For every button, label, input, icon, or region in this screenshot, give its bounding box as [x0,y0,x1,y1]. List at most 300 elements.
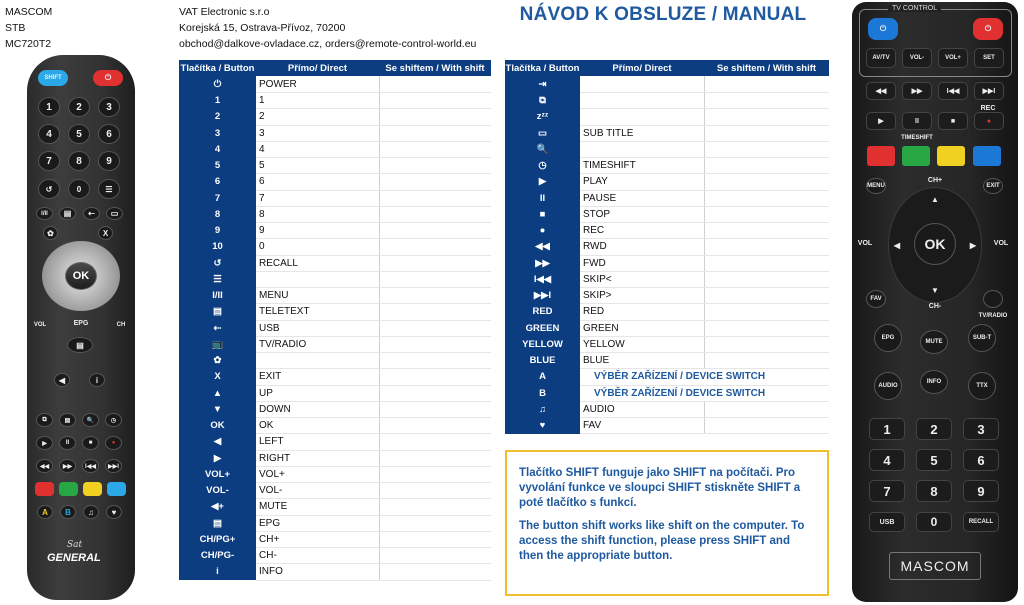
direct-function [580,93,704,109]
transport-button[interactable]: ▶▶I [105,459,122,473]
direct-function: TV/RADIO [256,336,379,352]
table-row [505,336,829,352]
digit-1-button[interactable]: 1 [869,418,905,440]
table-row [179,450,491,466]
direct-function: EXIT [256,369,379,385]
table-row [179,271,491,287]
table-row [179,515,491,531]
shift-function [379,223,491,239]
transport-button[interactable]: ⧉ [36,413,53,427]
ok-button[interactable]: OK [65,262,97,290]
shift-function [704,239,829,255]
device-switch-label: VÝBĚR ZAŘÍZENÍ / DEVICE SWITCH [580,385,829,401]
digit-6-button[interactable]: 6 [963,449,999,471]
tv-vol-button[interactable]: VOL+ [938,48,968,68]
recall-button[interactable]: RECALL [963,512,999,532]
button-symbol: 6 [179,174,256,190]
col-shift: Se shiftem / With shift [379,60,491,76]
tv-avtv-button[interactable]: AV/TV [866,48,896,68]
table-row [179,548,491,564]
shift-function [704,174,829,190]
shift-function [379,499,491,515]
tv-set-button[interactable]: SET [974,48,1004,68]
shift-function [379,109,491,125]
transport-button[interactable]: I◀◀ [938,82,968,100]
info-button[interactable]: INFO [920,370,948,394]
direct-function: POWER [256,76,379,92]
button-symbol: ● [505,223,580,239]
shift-function [704,401,829,417]
shift-function [704,158,829,174]
device-type-label: STB [5,22,26,34]
shift-function [704,271,829,287]
button-symbol: ▤ [179,304,256,320]
transport-button[interactable]: ● [105,436,122,450]
direct-function: CH+ [256,531,379,547]
b-button[interactable]: B [60,505,76,519]
digit-0-button[interactable]: 0 [916,512,952,532]
button-symbol: ♫ [505,401,580,417]
shift-function [704,418,829,434]
direct-function: TELETEXT [256,304,379,320]
digit-4-button[interactable]: 4 [869,449,905,471]
exit-button[interactable]: EXIT [983,178,1003,194]
button-symbol: ▶ [179,450,256,466]
digit-5-button[interactable]: 5 [68,124,90,144]
direct-function: UP [256,385,379,401]
button-symbol: YELLOW [505,336,580,352]
direct-function: 2 [256,109,379,125]
transport-button[interactable]: ■ [938,112,968,130]
tv-power-blue-button[interactable]: ⏻ [868,18,898,40]
note-czech: Tlačítko SHIFT funguje jako SHIFT na počítači. Pro vyvolání funkce ve sloupci SHIFT stiskněte SHIFT a poté tlačítko s funkcí. [519,467,801,509]
direct-function: EPG [256,515,379,531]
direct-function: CH- [256,548,379,564]
button-symbol: ▤ [179,515,256,531]
ok-button[interactable]: OK [914,223,956,265]
direct-function: 8 [256,206,379,222]
button-symbol: ⧉ [505,93,580,109]
button-symbol: 9 [179,223,256,239]
shift-function [379,369,491,385]
table-row [179,255,491,271]
mascom-logo: MASCOM [889,552,981,580]
company-emails[interactable]: obchod@dalkove-ovladace.cz, orders@remote-control-world.eu [179,38,477,50]
menu-button[interactable]: MENU [866,178,886,194]
table-header-row [505,60,829,76]
table-row [179,125,491,141]
shift-function [704,76,829,92]
ttx-button[interactable]: TTX [968,372,996,400]
a-button[interactable]: A [37,505,53,519]
table-row [505,206,829,222]
brand-script: Sat [67,540,83,550]
direct-function [580,141,704,157]
color-green-button[interactable] [59,482,78,496]
table-row [505,271,829,287]
power-button[interactable]: ⏻ [93,70,123,86]
tvradio-label: TV/RADIO [978,313,1008,319]
page-title: NÁVOD K OBSLUZE / MANUAL [519,4,807,25]
shift-function [379,158,491,174]
color-yellow-button[interactable] [937,146,965,166]
audio-button[interactable]: ♫ [83,505,99,519]
color-green-button[interactable] [902,146,930,166]
exit-x-button[interactable]: X [98,226,113,240]
shift-function [704,320,829,336]
color-blue-button[interactable] [973,146,1001,166]
table-row [505,288,829,304]
digit-4-button[interactable]: 4 [38,124,60,144]
direct-function [256,271,379,287]
table-row [505,418,829,434]
button-symbol: ▲ [179,385,256,401]
vol-right-label: VOL [993,239,1009,247]
button-symbol: ▼ [179,401,256,417]
shift-function [379,483,491,499]
epg-button[interactable]: ▤ [67,337,93,353]
shift-function [704,125,829,141]
button-symbol: 1 [179,93,256,109]
digit-3-button[interactable]: 3 [98,97,120,117]
direct-function: RED [580,304,704,320]
button-symbol: ⇥ [505,76,580,92]
direct-function: MENU [256,288,379,304]
shift-function [379,548,491,564]
color-red-button[interactable] [35,482,54,496]
digit-2-button[interactable]: 2 [68,97,90,117]
transport-button[interactable]: II [902,112,932,130]
table-row [179,564,491,580]
table-row [179,336,491,352]
shift-function [704,288,829,304]
direct-function: 0 [256,239,379,255]
button-symbol: CH/PG+ [179,531,256,547]
button-symbol: 🔍 [505,141,580,157]
button-symbol: 10 [179,239,256,255]
ch-plus-label: CH+ [927,176,943,184]
usb-button[interactable]: USB [869,512,905,532]
digit-8-button[interactable]: 8 [916,480,952,502]
col-shift: Se shiftem / With shift [704,60,829,76]
button-symbol: zᶻᶻ [505,109,580,125]
table-row [179,385,491,401]
transport-button[interactable]: ◀◀ [36,459,53,473]
shift-function [704,109,829,125]
table-row [505,353,829,369]
button-symbol: 4 [179,141,256,157]
transport-button[interactable]: 🔍 [82,413,99,427]
button-symbol: ⏻ [179,76,256,92]
list-button[interactable]: ☰ [98,179,120,199]
table-row [179,483,491,499]
direct-function: 1 [256,93,379,109]
button-symbol: 3 [179,125,256,141]
mute-button[interactable]: ◀ [54,373,70,387]
color-red-button[interactable] [867,146,895,166]
table-row [179,288,491,304]
button-symbol: VOL- [179,483,256,499]
button-symbol: ▶▶ [505,255,580,271]
table-row [505,190,829,206]
shift-function [704,304,829,320]
vol-label: VOL [33,322,47,328]
direct-function: GREEN [580,320,704,336]
button-symbol: RED [505,304,580,320]
button-symbol: I◀◀ [505,271,580,287]
shift-function [379,271,491,287]
col-direct: Přímo/ Direct [580,60,704,76]
shift-function [704,255,829,271]
button-symbol: ▶▶I [505,288,580,304]
shift-button[interactable]: SHIFT [38,70,68,86]
tvradio-button[interactable] [983,290,1003,308]
direct-function: OK [256,418,379,434]
button-symbol: i [179,564,256,580]
epg-button[interactable]: EPG [874,324,902,352]
table-row [505,255,829,271]
row-btn-d[interactable]: ▭ [106,207,123,220]
shift-function [379,255,491,271]
company-address: Korejská 15, Ostrava-Přívoz, 70200 [179,22,346,34]
button-symbol: ✿ [179,353,256,369]
direct-function [580,109,704,125]
row-btn-a[interactable]: I/II [36,207,53,220]
table-row [179,174,491,190]
digit-9-button[interactable]: 9 [98,151,120,171]
direct-function: RWD [580,239,704,255]
shift-function [379,434,491,450]
vol-left-label: VOL [857,239,873,247]
fav-button[interactable]: ♥ [106,505,122,519]
direct-function: PAUSE [580,190,704,206]
power-button[interactable]: ⏻ [973,18,1003,40]
direct-function: MUTE [256,499,379,515]
digit-6-button[interactable]: 6 [98,124,120,144]
digit-7-button[interactable]: 7 [869,480,905,502]
shift-function [379,239,491,255]
table-row [179,434,491,450]
mute-button[interactable]: MUTE [920,330,948,354]
transport-button[interactable]: ▶ [866,112,896,130]
button-symbol: ◀◀ [505,239,580,255]
company-name: VAT Electronic s.r.o [179,6,270,18]
direct-function: USB [256,320,379,336]
shift-function [379,564,491,580]
transport-button[interactable]: ▶▶ [902,82,932,100]
shift-function [379,418,491,434]
direct-function: 6 [256,174,379,190]
button-symbol: 5 [179,158,256,174]
direct-function: FAV [580,418,704,434]
button-symbol: 8 [179,206,256,222]
transport-button[interactable]: ◷ [105,413,122,427]
device-switch-label: VÝBĚR ZAŘÍZENÍ / DEVICE SWITCH [580,369,829,385]
shift-function [379,336,491,352]
button-symbol: ♥ [505,418,580,434]
color-blue-button[interactable] [107,482,126,496]
table-row [505,385,829,401]
transport-button[interactable]: ▶▶I [974,82,1004,100]
direct-function: REC [580,223,704,239]
table-header-row [179,60,491,76]
brand-logo: GENERAL [47,552,101,564]
button-symbol: II [505,190,580,206]
table-row [179,141,491,157]
direct-function: INFO [256,564,379,580]
direct-function [580,76,704,92]
button-symbol: ▭ [505,125,580,141]
digit-9-button[interactable]: 9 [963,480,999,502]
shift-function [379,466,491,482]
table-row [505,304,829,320]
note-english: The button shift works like shift on the computer. To access the shift function, please press SHIFT and then the appropriate button. [519,520,805,562]
up-arrow-icon[interactable]: ▲ [931,194,939,204]
table-row [505,401,829,417]
shift-function [379,174,491,190]
direct-function: AUDIO [580,401,704,417]
fav-button[interactable]: FAV [866,290,886,308]
shift-function [379,450,491,466]
table-row [179,76,491,92]
button-table-left [179,60,491,581]
table-row [179,499,491,515]
table-row [505,76,829,92]
table-row [179,353,491,369]
model-label: MC720T2 [5,38,52,50]
row-btn-c[interactable]: ⇠ [83,207,100,220]
direct-function: 5 [256,158,379,174]
direct-function [256,353,379,369]
table-row [179,304,491,320]
down-arrow-icon[interactable]: ▼ [931,285,939,295]
table-row [505,109,829,125]
device-info [5,4,52,52]
shift-function [379,531,491,547]
button-symbol: ◷ [505,158,580,174]
transport-button[interactable]: ▶ [36,436,53,450]
shift-function [379,288,491,304]
table-row [505,141,829,157]
table-row [179,93,491,109]
table-row [179,320,491,336]
epg-label: EPG [73,319,89,327]
table-row [179,531,491,547]
table-row [505,369,829,385]
digit-0-button[interactable]: 0 [68,179,90,199]
direct-function: LEFT [256,434,379,450]
timeshift-label: TIMESHIFT [901,135,933,141]
info-button[interactable]: i [89,373,105,387]
subt-button[interactable]: SUB-T [968,324,996,352]
button-symbol: X [179,369,256,385]
button-symbol: ◀+ [179,499,256,515]
button-symbol: OK [179,418,256,434]
color-yellow-button[interactable] [83,482,102,496]
shift-function [704,190,829,206]
table-row [505,223,829,239]
transport-button[interactable]: I◀◀ [82,459,99,473]
table-row [179,418,491,434]
direct-function: STOP [580,206,704,222]
row-btn-b[interactable]: ▤ [59,207,76,220]
table-row [179,239,491,255]
digit-2-button[interactable]: 2 [916,418,952,440]
recall-button[interactable]: ↺ [38,179,60,199]
shift-function [704,336,829,352]
table-row [505,174,829,190]
transport-button[interactable]: ● [974,112,1004,130]
digit-7-button[interactable]: 7 [38,151,60,171]
shift-function [379,93,491,109]
table-row [179,190,491,206]
shift-function [704,223,829,239]
direct-function: VOL- [256,483,379,499]
button-symbol: ↺ [179,255,256,271]
shift-function [379,385,491,401]
direct-function: RIGHT [256,450,379,466]
digit-8-button[interactable]: 8 [68,151,90,171]
direct-function: 4 [256,141,379,157]
shift-function [379,304,491,320]
tv-vol-button[interactable]: VOL- [902,48,932,68]
direct-function: 9 [256,223,379,239]
table-row [179,158,491,174]
table-row [179,369,491,385]
settings-button[interactable]: ✿ [43,226,58,240]
shift-function [704,353,829,369]
transport-button[interactable]: ▤ [59,413,76,427]
audio-button[interactable]: AUDIO [874,372,902,400]
button-symbol: 2 [179,109,256,125]
digit-1-button[interactable]: 1 [38,97,60,117]
digit-5-button[interactable]: 5 [916,449,952,471]
table-row [179,401,491,417]
direct-function: VOL+ [256,466,379,482]
digit-3-button[interactable]: 3 [963,418,999,440]
shift-note [505,450,829,596]
shift-function [704,141,829,157]
table-row [179,223,491,239]
direct-function: 7 [256,190,379,206]
remote-right-image [852,2,1018,602]
transport-button[interactable]: ■ [82,436,99,450]
button-symbol: CH/PG- [179,548,256,564]
shift-function [379,320,491,336]
table-row [505,239,829,255]
transport-button[interactable]: ◀◀ [866,82,896,100]
shift-function [379,76,491,92]
button-symbol: ◀ [179,434,256,450]
direct-function: SKIP< [580,271,704,287]
remote-left-image [27,55,135,600]
transport-button[interactable]: ▶▶ [59,459,76,473]
table-row [179,466,491,482]
button-table-right [505,60,829,434]
button-symbol: ■ [505,206,580,222]
shift-function [379,125,491,141]
button-symbol: ▶ [505,174,580,190]
company-info [179,4,476,52]
button-symbol: ⇠ [179,320,256,336]
right-arrow-icon[interactable]: ▶ [969,240,977,250]
direct-function: RECALL [256,255,379,271]
left-arrow-icon[interactable]: ◀ [893,240,901,250]
transport-button[interactable]: II [59,436,76,450]
ch-label: CH [116,322,126,328]
rec-label: REC [980,104,996,112]
direct-function: SKIP> [580,288,704,304]
